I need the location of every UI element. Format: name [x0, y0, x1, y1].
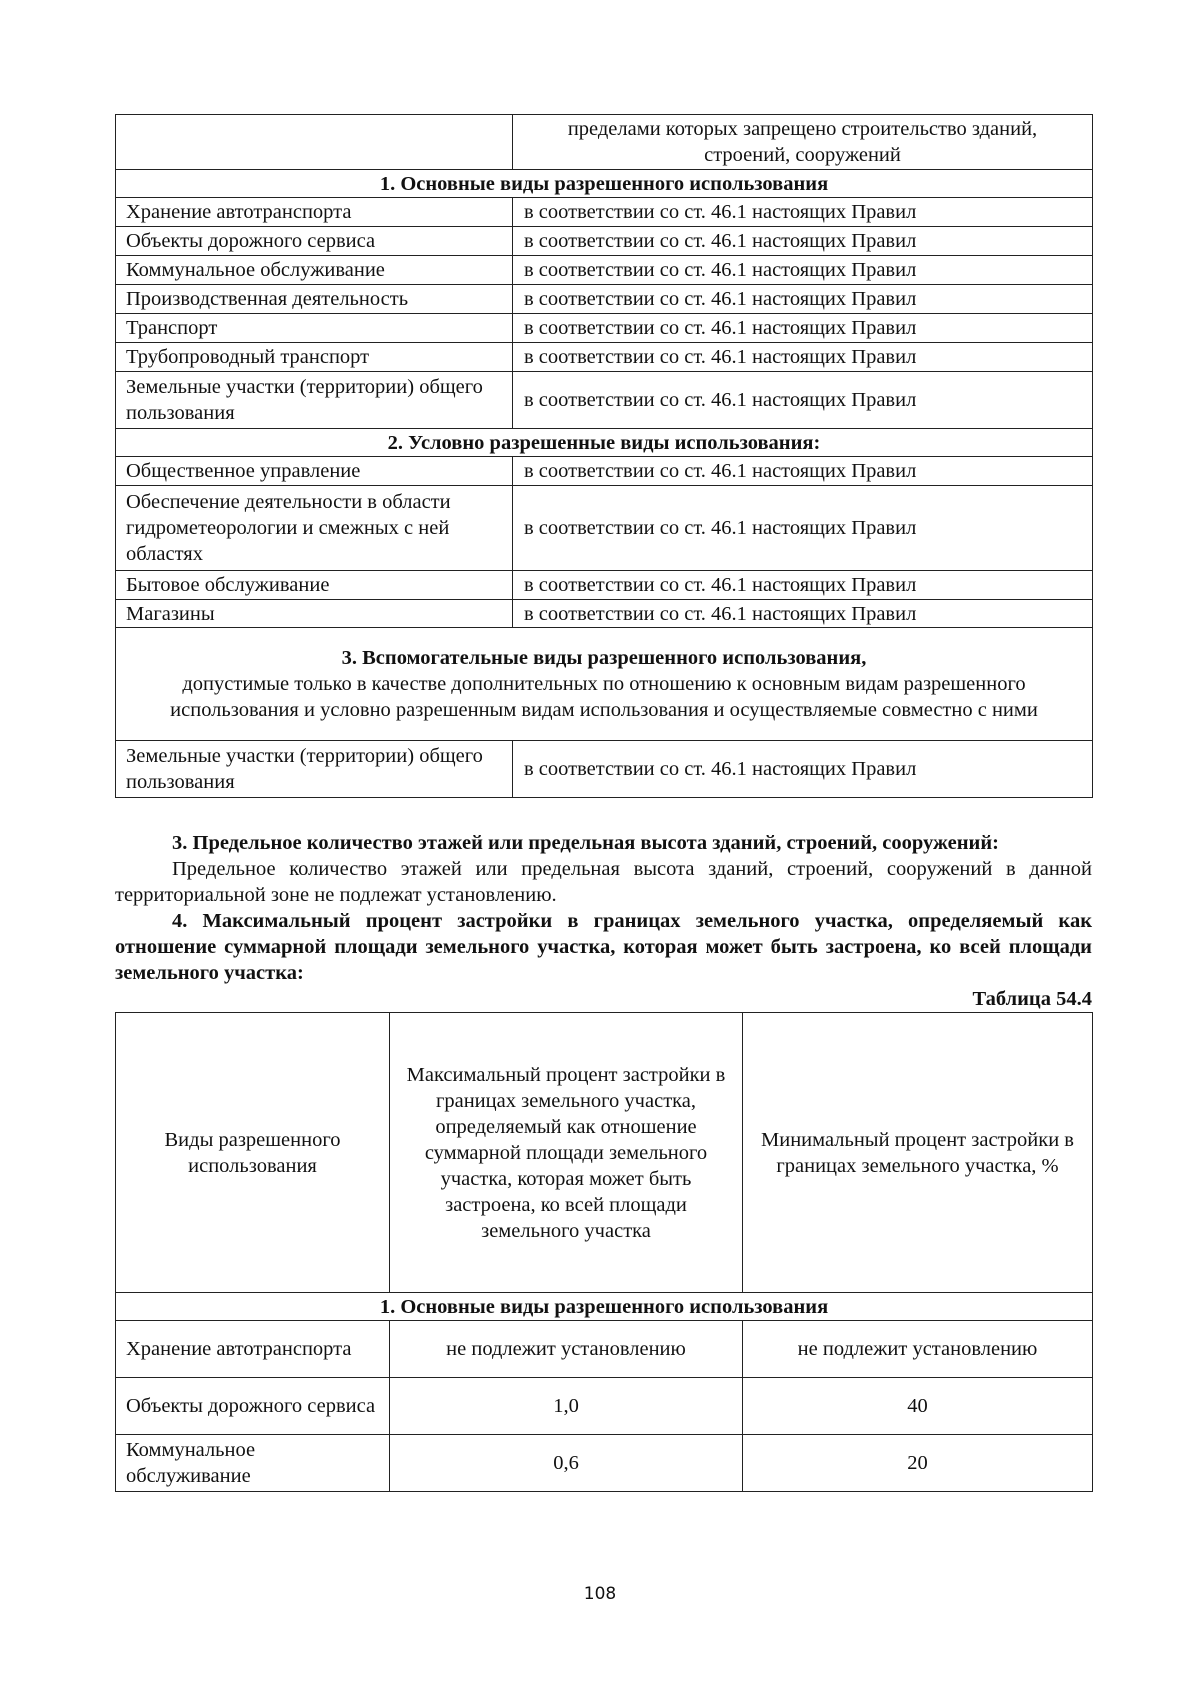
table-row — [116, 600, 1093, 628]
section-header-cell — [116, 628, 1093, 741]
max-percent-cell: 1,0 — [390, 1378, 743, 1435]
page-number: 108 — [583, 1584, 617, 1604]
use-type-cell: Объекты дорожного сервиса — [116, 1378, 390, 1435]
table-row — [116, 115, 1093, 170]
table-row — [116, 457, 1093, 486]
section-header-row — [116, 1293, 1093, 1321]
section-header-row — [116, 170, 1093, 198]
value-cell: в соответствии со ст. 46.1 настоящих Правил — [513, 256, 1093, 285]
section-title: 3. Вспомогательные виды разрешенного использования, — [341, 647, 867, 669]
use-type-cell: Обеспечение деятельности в области гидрометеорологии и смежных с ней областях — [116, 486, 513, 571]
use-type-cell: Бытовое обслуживание — [116, 571, 513, 600]
column-header: Виды разрешенного использования — [116, 1013, 390, 1293]
table-row — [116, 314, 1093, 343]
table-row — [116, 1321, 1093, 1378]
section-title: 2. Условно разрешенные виды использования: — [116, 429, 1093, 457]
value-cell: в соответствии со ст. 46.1 настоящих Правил — [513, 571, 1093, 600]
permitted-uses-table — [115, 114, 1093, 798]
table-row — [116, 571, 1093, 600]
value-cell: в соответствии со ст. 46.1 настоящих Правил — [513, 198, 1093, 227]
value-cell: в соответствии со ст. 46.1 настоящих Правил — [513, 600, 1093, 628]
table-caption: Таблица 54.4 — [972, 988, 1092, 1010]
value-cell: в соответствии со ст. 46.1 настоящих Правил — [513, 285, 1093, 314]
table-row — [116, 1378, 1093, 1435]
table-row — [116, 198, 1093, 227]
use-type-cell: Земельные участки (территории) общего пользования — [116, 741, 513, 798]
value-cell: в соответствии со ст. 46.1 настоящих Правил — [513, 486, 1093, 571]
value-cell: в соответствии со ст. 46.1 настоящих Правил — [513, 314, 1093, 343]
table-row — [116, 343, 1093, 372]
table-row — [116, 256, 1093, 285]
paragraph-heading: 4. Максимальный процент застройки в границах земельного участка, определяемый как отношение суммарной площади земельного участка, которая может быть застроена, ко всей площади земельного участка: — [115, 910, 1092, 984]
column-header: Минимальный процент застройки в границах земельного участка, % — [743, 1013, 1093, 1293]
use-type-cell: Объекты дорожного сервиса — [116, 227, 513, 256]
table-row — [116, 1435, 1093, 1492]
use-type-cell: Хранение автотранспорта — [116, 198, 513, 227]
use-type-cell: Производственная деятельность — [116, 285, 513, 314]
table-row — [116, 227, 1093, 256]
use-type-cell: Магазины — [116, 600, 513, 628]
section-subtitle: допустимые только в качестве дополнительных по отношению к основным видам разрешенного использования и условно разрешенным видам использования и осуществляемые совместно с ними — [170, 673, 1038, 721]
page-content — [115, 114, 1092, 1492]
table-cell — [116, 115, 513, 170]
use-type-cell: Транспорт — [116, 314, 513, 343]
table-row — [116, 372, 1093, 429]
paragraph-3 — [115, 830, 1092, 908]
value-cell: в соответствии со ст. 46.1 настоящих Правил — [513, 343, 1093, 372]
min-percent-cell: 20 — [743, 1435, 1093, 1492]
value-cell: в соответствии со ст. 46.1 настоящих Правил — [513, 457, 1093, 486]
section-title: 1. Основные виды разрешенного использования — [116, 170, 1093, 198]
use-type-cell: Трубопроводный транспорт — [116, 343, 513, 372]
table-row — [116, 741, 1093, 798]
use-type-cell: Хранение автотранспорта — [116, 1321, 390, 1378]
value-cell: в соответствии со ст. 46.1 настоящих Правил — [513, 227, 1093, 256]
max-percent-cell: не подлежит установлению — [390, 1321, 743, 1378]
value-cell: в соответствии со ст. 46.1 настоящих Правил — [513, 372, 1093, 429]
value-cell: в соответствии со ст. 46.1 настоящих Правил — [513, 741, 1093, 798]
section-header-row — [116, 429, 1093, 457]
column-header: Максимальный процент застройки в границах земельного участка, определяемый как отношение суммарной площади земельного участка, которая может быть застроена, ко всей площади земельного участка — [390, 1013, 743, 1293]
use-type-cell: Коммунальное обслуживание — [116, 256, 513, 285]
use-type-cell: Земельные участки (территории) общего пользования — [116, 372, 513, 429]
paragraph-body: Предельное количество этажей или предельная высота зданий, строений, сооружений в данной территориальной зоне не подлежат установлению. — [115, 858, 1092, 906]
table-row — [116, 486, 1093, 571]
min-percent-cell: 40 — [743, 1378, 1093, 1435]
section-header-row — [116, 628, 1093, 741]
section-title: 1. Основные виды разрешенного использования — [116, 1293, 1093, 1321]
header-row — [116, 1013, 1093, 1293]
use-type-cell: Коммунальное обслуживание — [116, 1435, 390, 1492]
max-percent-cell: 0,6 — [390, 1435, 743, 1492]
paragraph-heading: 3. Предельное количество этажей или предельная высота зданий, строений, сооружений: — [172, 832, 999, 854]
min-percent-cell: не подлежит установлению — [743, 1321, 1093, 1378]
use-type-cell: Общественное управление — [116, 457, 513, 486]
paragraph-4 — [115, 908, 1092, 986]
table-cell: пределами которых запрещено строительство зданий, строений, сооружений — [513, 115, 1093, 170]
table-row — [116, 285, 1093, 314]
building-percent-table — [115, 1012, 1093, 1492]
